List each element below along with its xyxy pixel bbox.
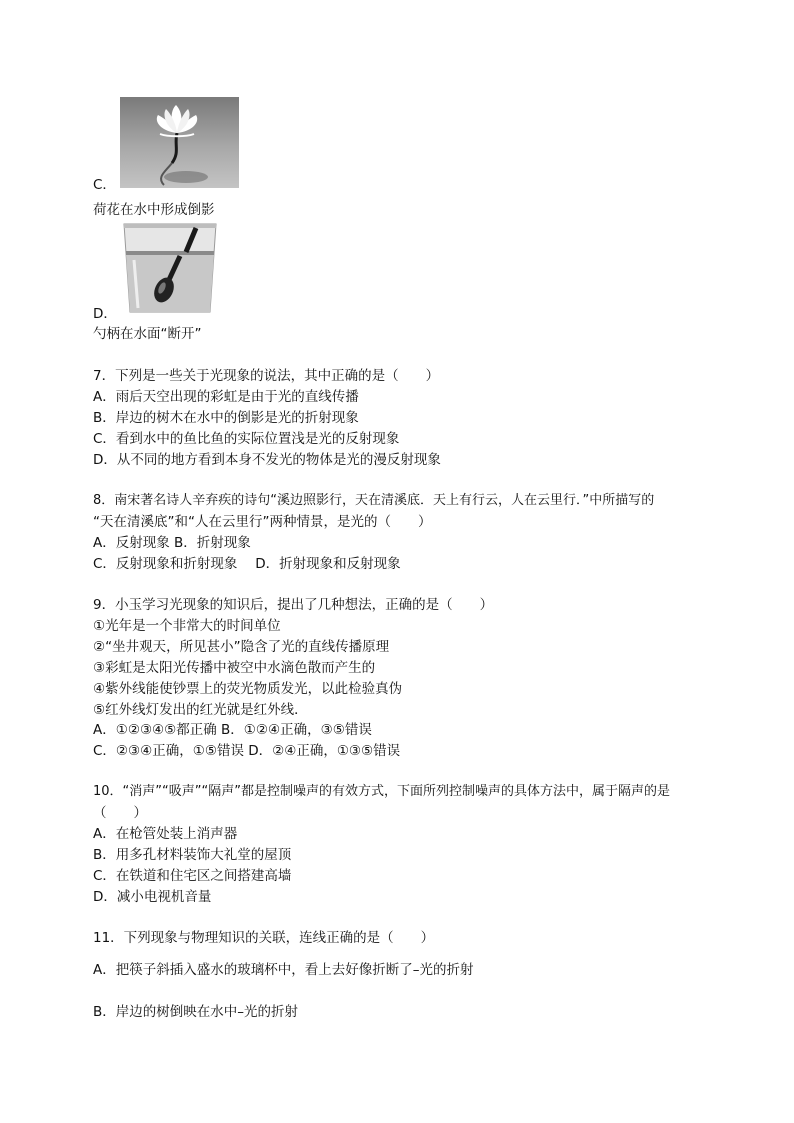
option-c-letter: C．: [93, 177, 116, 193]
q9-item-1: ①光年是一个非常大的时间单位: [93, 618, 281, 634]
q7-stem: 7．下列是一些关于光现象的说法，其中正确的是（ ）: [93, 368, 440, 384]
spoon-in-glass-image: [120, 220, 221, 316]
q8-stem-line1: 8．南宋著名诗人辛弃疾的诗句“溪边照影行，天在清溪底．天上有行云，人在云里行．”中所描写的: [93, 493, 655, 508]
option-d-caption: 勺柄在水面“断开”: [93, 326, 202, 342]
q9-item-3: ③彩虹是太阳光传播中被空中水滴色散而产生的: [93, 660, 376, 676]
option-c-caption: 荷花在水中形成倒影: [93, 202, 215, 218]
q10-option-a: A．在枪管处装上消声器: [93, 826, 238, 842]
q9-options-line1: A．①②③④⑤都正确 B．①②④正确，③⑤错误: [93, 722, 372, 738]
q7-option-d: D．从不同的地方看到本身不发光的物体是光的漫反射现象: [93, 452, 441, 468]
q9-stem: 9．小玉学习光现象的知识后，提出了几种想法，正确的是（ ）: [93, 597, 494, 613]
q8-stem-line2: “天在清溪底”和“人在云里行”两种情景，是光的（ ）: [93, 514, 432, 530]
q11-option-b: B．岸边的树倒映在水中–光的折射: [93, 1004, 299, 1020]
option-d-letter: D．: [93, 306, 117, 322]
q10-option-b: B．用多孔材料装饰大礼堂的屋顶: [93, 847, 292, 863]
q10-option-c: C．在铁道和住宅区之间搭建高墙: [93, 868, 292, 884]
q10-stem-line1: 10．“消声”“吸声”“隔声”都是控制噪声的有效方式，下面所列控制噪声的具体方法中，属于隔声的是: [93, 784, 670, 799]
q11-stem: 11．下列现象与物理知识的关联，连线正确的是（ ）: [93, 930, 435, 946]
q7-option-a: A．雨后天空出现的彩虹是由于光的直线传播: [93, 389, 359, 405]
q7-option-b: B．岸边的树木在水中的倒影是光的折射现象: [93, 410, 359, 426]
q8-options-line1: A．反射现象 B．折射现象: [93, 535, 251, 551]
q8-options-line2: C．反射现象和折射现象 D．折射现象和反射现象: [93, 556, 401, 572]
q9-item-5: ⑤红外线灯发出的红光就是红外线．: [93, 702, 308, 718]
lotus-reflection-image: [120, 97, 239, 188]
q9-options-line2: C．②③④正确，①⑤错误 D．②④正确，①③⑤错误: [93, 743, 401, 759]
q11-option-a: A．把筷子斜插入盛水的玻璃杯中，看上去好像折断了–光的折射: [93, 962, 474, 978]
q9-item-4: ④紫外线能使钞票上的荧光物质发光，以此检验真伪: [93, 681, 403, 697]
q10-option-d: D．减小电视机音量: [93, 889, 212, 905]
q7-option-c: C．看到水中的鱼比鱼的实际位置浅是光的反射现象: [93, 431, 400, 447]
q10-stem-line2: （ ）: [93, 805, 147, 821]
q9-item-2: ②“坐井观天，所见甚小”隐含了光的直线传播原理: [93, 639, 390, 655]
